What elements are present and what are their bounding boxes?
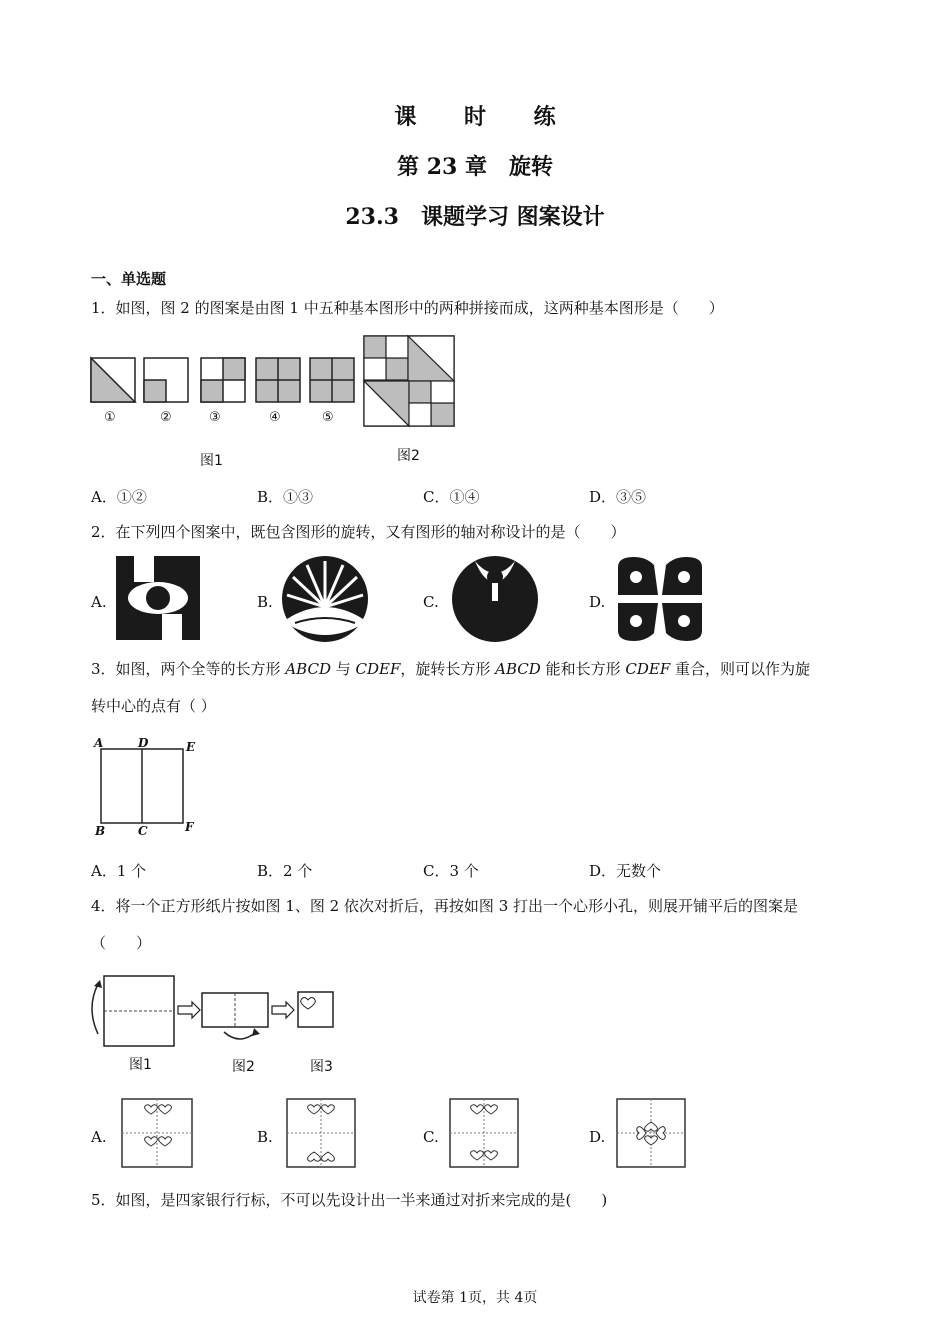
q1-fig1-caption: 图1 bbox=[200, 453, 223, 469]
q4-pattern-d[interactable] bbox=[616, 1098, 686, 1168]
q3-point-d: D bbox=[138, 736, 149, 750]
q1-shape-label-4: ④ bbox=[269, 410, 281, 425]
question-2-text: 2．在下列四个图案中，既包含图形的旋转，又有图形的轴对称设计的是（ ） bbox=[91, 523, 626, 541]
q4-fig1-caption: 图1 bbox=[129, 1057, 152, 1073]
q4-pattern-c[interactable] bbox=[449, 1098, 519, 1168]
q3-point-b: B bbox=[95, 824, 106, 838]
q3-point-f: F bbox=[185, 820, 194, 834]
section-heading: 一、单选题 bbox=[91, 270, 167, 288]
page-footer: 试卷第 1页，共 4页 bbox=[412, 1290, 538, 1306]
q4-option-d[interactable]: D. bbox=[589, 1128, 606, 1146]
q2-pattern-d[interactable] bbox=[614, 555, 706, 643]
q1-fig2-caption: 图2 bbox=[397, 448, 420, 464]
q4-fig2-caption: 图2 bbox=[232, 1059, 255, 1075]
q1-figure-2 bbox=[363, 335, 455, 427]
q1-option-a[interactable]: A．①② bbox=[91, 488, 147, 506]
q4-pattern-b[interactable] bbox=[286, 1098, 356, 1168]
q4-option-c[interactable]: C. bbox=[423, 1128, 439, 1146]
q2-option-b[interactable]: B. bbox=[257, 593, 273, 611]
q4-fig3-caption: 图3 bbox=[310, 1059, 333, 1075]
q3-point-a: A bbox=[94, 736, 104, 750]
q1-option-d[interactable]: D．③⑤ bbox=[589, 488, 647, 506]
q3-rectangles-figure bbox=[100, 748, 184, 824]
question-4-line-2: （ ） bbox=[91, 934, 152, 952]
question-3-line-1: 3．如图，两个全等的长方形 ABCD 与 CDEF，旋转长方形 ABCD 能和长方形 CDEF 重合，则可以作为旋 bbox=[91, 660, 811, 678]
q3-option-a[interactable]: A．1 个 bbox=[91, 862, 147, 880]
q4-option-a[interactable]: A. bbox=[91, 1128, 107, 1146]
q3-option-d[interactable]: D．无数个 bbox=[589, 862, 662, 880]
q2-option-a[interactable]: A. bbox=[91, 593, 107, 611]
q4-folding-figure bbox=[84, 970, 338, 1050]
q3-point-c: C bbox=[138, 824, 148, 838]
q1-shape-label-2: ② bbox=[160, 410, 172, 425]
q3-point-e: E bbox=[186, 740, 196, 754]
q2-option-d[interactable]: D. bbox=[589, 593, 606, 611]
chapter-title: 第 23 章 旋转 bbox=[397, 154, 553, 180]
q3-option-c[interactable]: C．3 个 bbox=[423, 862, 479, 880]
question-1-text: 1．如图，图 2 的图案是由图 1 中五种基本图形中的两种拼接而成，这两种基本图形是（ ） bbox=[91, 299, 724, 317]
q2-pattern-b[interactable] bbox=[281, 555, 369, 643]
q4-option-b[interactable]: B. bbox=[257, 1128, 273, 1146]
q4-pattern-a[interactable] bbox=[121, 1098, 193, 1168]
q2-pattern-c[interactable] bbox=[451, 555, 539, 643]
doc-title: 课 时 练 bbox=[394, 104, 576, 130]
question-5-text: 5．如图，是四家银行行标，不可以先设计出一半来通过对折来完成的是( ) bbox=[91, 1191, 608, 1209]
q1-figure-1 bbox=[90, 356, 360, 476]
section-title: 23.3 课题学习 图案设计 bbox=[345, 204, 605, 230]
q1-option-c[interactable]: C．①④ bbox=[423, 488, 480, 506]
q1-option-b[interactable]: B．①③ bbox=[257, 488, 314, 506]
q1-shape-label-1: ① bbox=[104, 410, 116, 425]
q3-option-b[interactable]: B．2 个 bbox=[257, 862, 313, 880]
q1-shape-label-3: ③ bbox=[209, 410, 221, 425]
q2-pattern-a[interactable] bbox=[116, 556, 200, 640]
q1-shape-label-5: ⑤ bbox=[322, 410, 334, 425]
question-3-line-2: 转中心的点有（ ） bbox=[91, 697, 216, 715]
question-4-line-1: 4．将一个正方形纸片按如图 1、图 2 依次对折后，再按如图 3 打出一个心形小孔，则展开铺平后的图案是 bbox=[91, 897, 799, 915]
q2-option-c[interactable]: C. bbox=[423, 593, 439, 611]
